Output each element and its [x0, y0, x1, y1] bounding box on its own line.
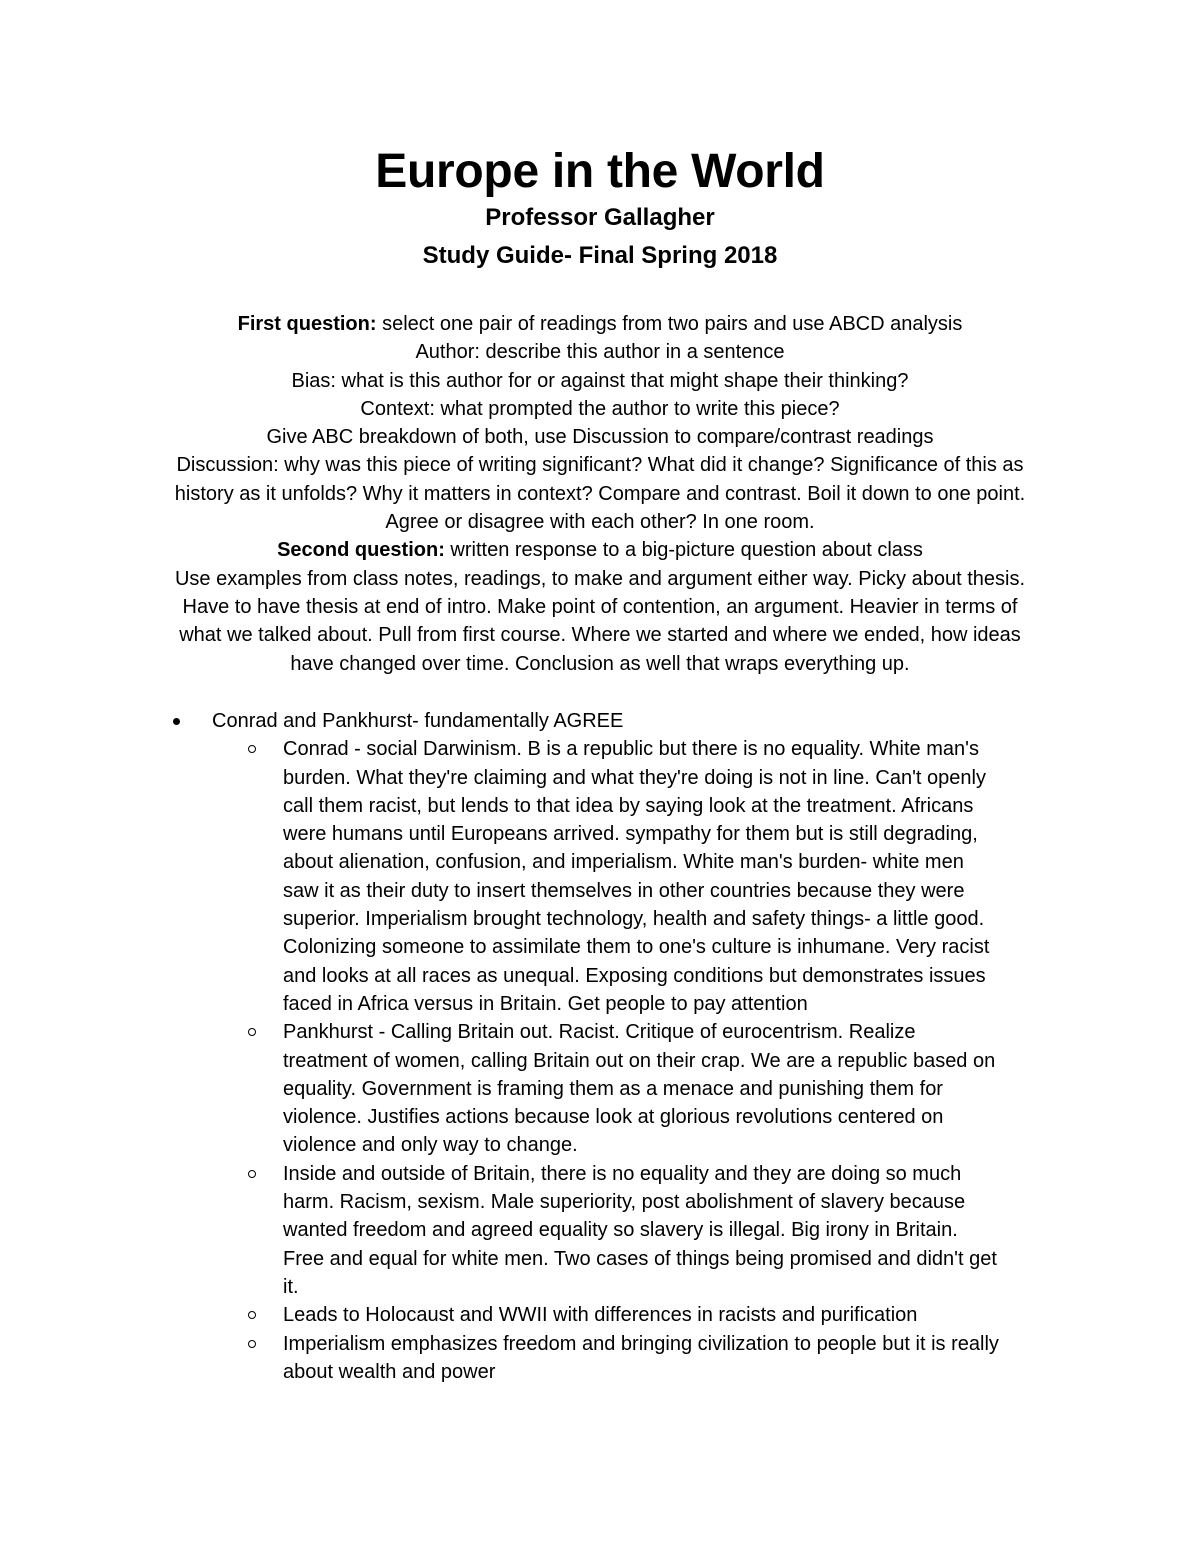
sub-list-item — [0, 1301, 1063, 1329]
list-item — [0, 707, 1092, 735]
note-line: violence. Justifies actions because look at glorious revolutions centered on — [283, 1106, 944, 1129]
sub-list-item — [0, 735, 1063, 1018]
bullet-circle-icon — [248, 1028, 256, 1036]
note-line: saw it as their duty to insert themselves in other countries because they were — [283, 879, 965, 902]
sub-list-item — [0, 1330, 1063, 1387]
note-line: treatment of women, calling Britain out on their crap. We are a republic based on — [283, 1049, 996, 1072]
note-line: and looks at all races as unequal. Exposing conditions but demonstrates issues — [283, 964, 986, 987]
second-question-detail: what we talked about. Pull from first course. Where we started and where we ended, how ideas — [179, 624, 1021, 647]
bias-line: Bias: what is this author for or against that might shape their thinking? — [291, 369, 909, 392]
note-line: wanted freedom and agreed equality so slavery is illegal. Big irony in Britain. — [283, 1219, 958, 1242]
note-line: violence and only way to change. — [283, 1134, 578, 1157]
note-line: harm. Racism, sexism. Male superiority, post abolishment of slavery because — [283, 1191, 966, 1214]
context-line: Context: what prompted the author to write this piece? — [360, 397, 840, 420]
exam-instructions — [120, 310, 1080, 678]
second-question-detail: Use examples from class notes, readings, to make and argument either way. Picky about thesis. — [174, 567, 1026, 590]
note-line: were humans until Europeans arrived. sympathy for them but is still degrading, — [283, 823, 978, 846]
study-guide-subtitle: Study Guide- Final Spring 2018 — [422, 242, 778, 269]
note-line: faced in Africa versus in Britain. Get people to pay attention — [283, 992, 808, 1015]
note-line: call them racist, but lends to that idea by saying look at the treatment. Africans — [283, 794, 974, 817]
bullet-circle-icon — [248, 1170, 256, 1178]
note-line: Colonizing someone to assimilate them to one's culture is inhumane. Very racist — [283, 936, 990, 959]
discussion-line: history as it unfolds? Why it matters in context? Compare and contrast. Boil it down to one point. — [174, 482, 1026, 505]
first-question-label: First question: — [237, 313, 377, 335]
professor-name: Professor Gallagher — [485, 204, 715, 231]
bullet-circle-icon — [248, 1340, 256, 1348]
sub-list-item — [0, 1160, 1063, 1301]
first-question-line — [120, 310, 1080, 338]
bullet-circle-icon — [248, 745, 256, 753]
topic-text: Conrad and Pankhurst- fundamentally AGREE — [212, 710, 624, 732]
note-line: about wealth and power — [283, 1360, 496, 1383]
note-line: Conrad - social Darwinism. B is a republic but there is no equality. White man's — [283, 738, 979, 761]
note-line: burden. What they're claiming and what they're doing is not in line. Can't openly — [283, 766, 986, 789]
discussion-line: Discussion: why was this piece of writing significant? What did it change? Significance of this as — [176, 454, 1024, 477]
second-question-text: written response to a big-picture question about class — [444, 539, 923, 562]
note-line: Inside and outside of Britain, there is no equality and they are doing so much — [283, 1162, 962, 1185]
note-line: Pankhurst - Calling Britain out. Racist. Critique of eurocentrism. Realize — [283, 1021, 916, 1044]
bullet-disc-icon — [173, 718, 180, 725]
first-question-text: select one pair of readings from two pairs and use ABCD analysis — [376, 313, 963, 335]
author-line: Author: describe this author in a sentence — [415, 341, 785, 364]
note-line: superior. Imperialism brought technology, health and safety things- a little good. — [283, 908, 985, 931]
document-title: Europe in the World — [375, 145, 825, 198]
second-question-detail: Have to have thesis at end of intro. Make point of contention, an argument. Heavier in terms of — [182, 595, 1018, 618]
second-question-label: Second question: — [277, 539, 445, 562]
notes-list — [0, 707, 1200, 1386]
discussion-line: Agree or disagree with each other? In one room. — [385, 511, 815, 534]
second-question-line — [120, 536, 1080, 564]
note-line: Imperialism emphasizes freedom and bringing civilization to people but it is really — [283, 1332, 999, 1355]
bullet-circle-icon — [248, 1311, 256, 1319]
note-line: it. — [283, 1275, 299, 1298]
note-line: Leads to Holocaust and WWII with differences in racists and purification — [283, 1304, 918, 1327]
note-line: Free and equal for white men. Two cases of things being promised and didn't get — [283, 1247, 997, 1270]
note-line: about alienation, confusion, and imperialism. White man's burden- white men — [283, 851, 964, 874]
second-question-detail: have changed over time. Conclusion as well that wraps everything up. — [290, 652, 910, 675]
sub-list-item — [0, 1018, 1063, 1159]
abc-line: Give ABC breakdown of both, use Discussion to compare/contrast readings — [266, 426, 934, 449]
note-line: equality. Government is framing them as a menace and punishing them for — [283, 1077, 943, 1100]
